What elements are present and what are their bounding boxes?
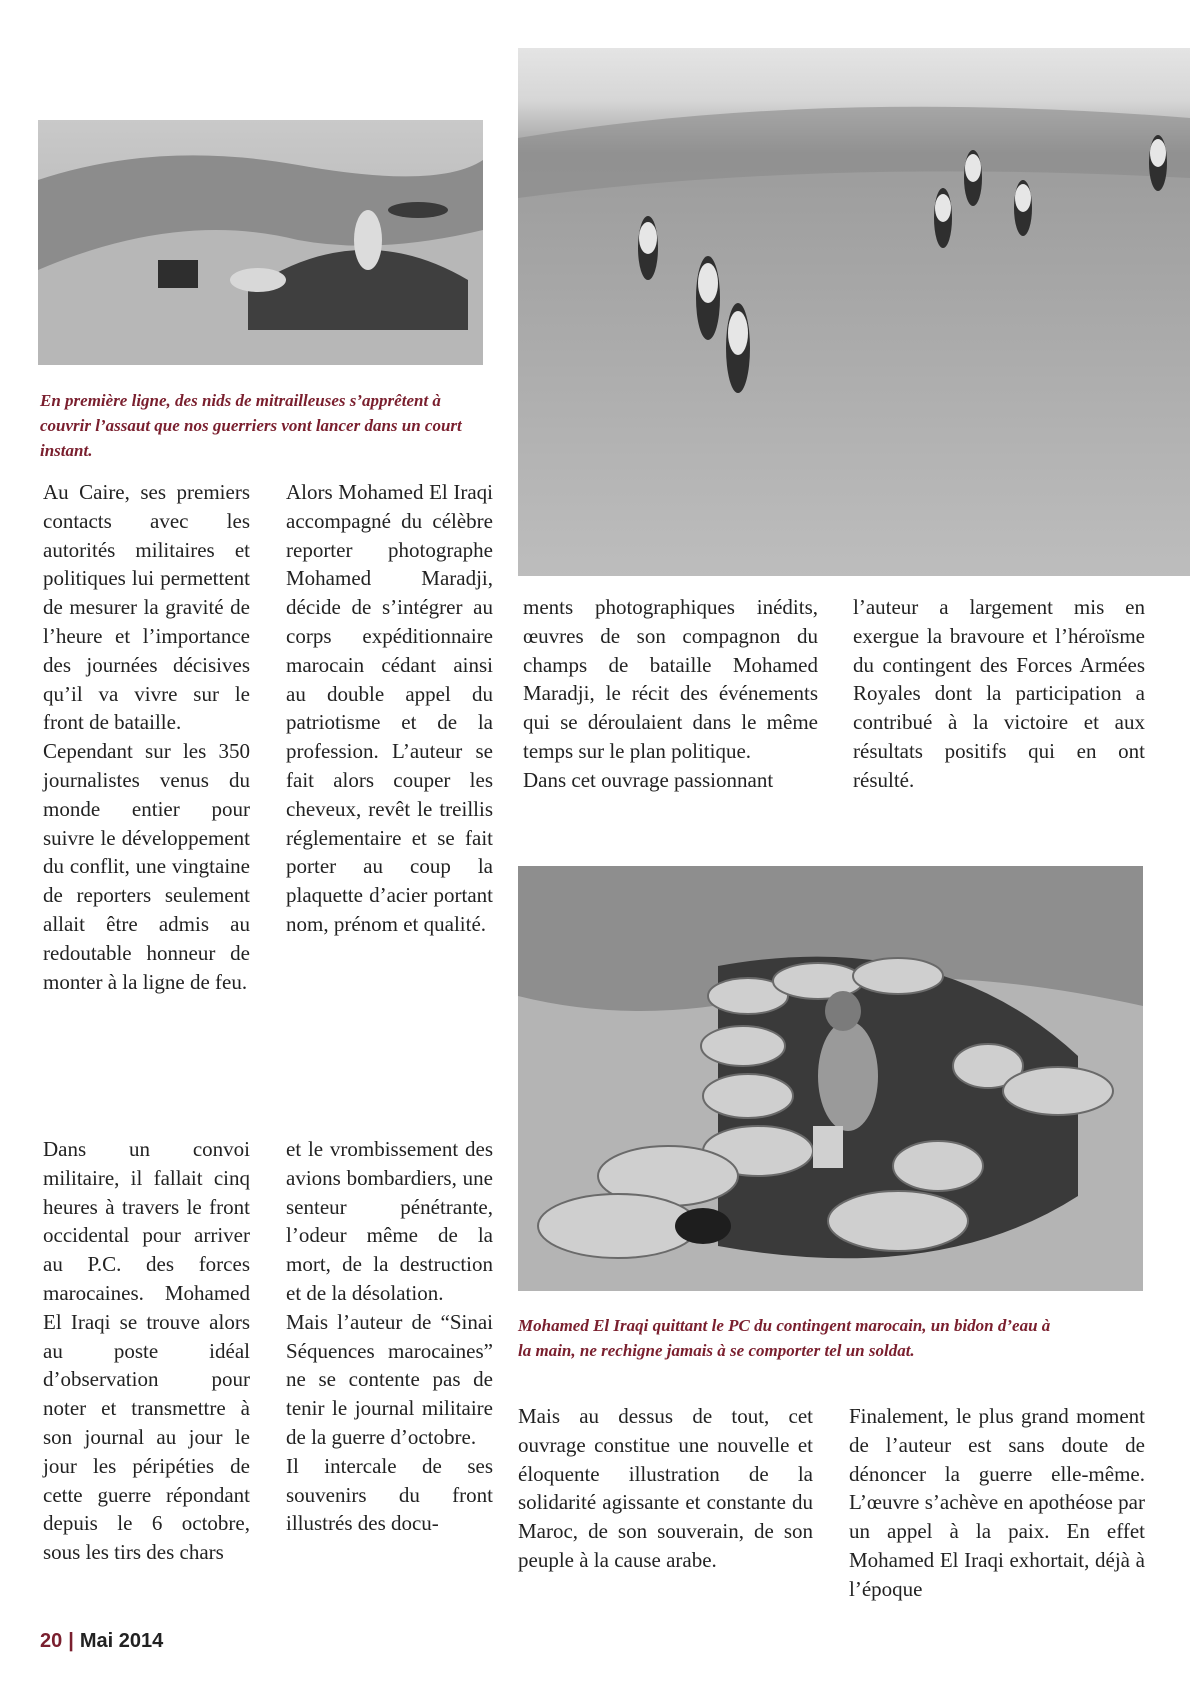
paragraph: Au Caire, ses premiers contacts avec les autorités militaires et politiques lui permettent de mesurer la gravité de l’heure et l’importance des journées décisives qu’il va vivre sur le front de bataille.: [43, 480, 250, 735]
column-middle-bottom: [286, 1135, 493, 1538]
column-right-bottom-a: [518, 1402, 813, 1575]
paragraph: Finalement, le plus grand moment de l’auteur est sans doute de dénoncer la guerre elle-même. L’œuvre s’achève en apothéose par un appel à la paix. En effet Mohamed El Iraqi exhortait, déjà à l’époque: [849, 1404, 1145, 1601]
paragraph: Mais au dessus de tout, cet ouvrage constitue une nouvelle et éloquente illustration de la solidarité agissante et constante du Maroc, de son souverain, de son peuple à la cause arabe.: [518, 1404, 813, 1572]
paragraph: Dans un convoi militaire, il fallait cinq heures à travers le front occidental pour arriver au P.C. des forces marocaines. Mohamed El Iraqi se trouve alors au poste idéal d’observation pour noter et transmettre à son journal au jour le jour les péripéties de cette guerre répondant depuis le 6 octobre, sous les tirs des chars: [43, 1137, 250, 1565]
page-number: 20: [40, 1630, 63, 1652]
paragraph: l’auteur a largement mis en exergue la bravoure et l’héroïsme du contingent des Forces Armées Royales dont la participation a contribué à la victoire et aux résultats positifs qui en ont résulté.: [853, 595, 1145, 792]
photo-caption: En première ligne, des nids de mitrailleuses s’apprêtent à couvrir l’assaut que nos guerriers vont lancer dans un court instant.: [40, 391, 462, 460]
paragraph: Dans cet ouvrage passionnant: [523, 767, 774, 792]
column-right-top-a: [523, 593, 818, 795]
paragraph: ments photographiques inédits, œuvres de son compagnon du champs de bataille Mohamed Maradji, le récit des événements qui se déroulaient dans le même temps sur le plan politique.: [523, 595, 818, 763]
column-left-top: [43, 478, 250, 996]
issue-date: Mai 2014: [79, 1630, 164, 1652]
paragraph: et le vrombissement des avions bombardiers, une senteur pénétrante, l’odeur même de la mort, de la destruction et de la désolation.: [286, 1137, 493, 1305]
photo-machine-gun-nest: [38, 120, 483, 365]
paragraph: Cependant sur les 350 journalistes venus du monde entier pour suivre le développement du conflit, une vingtaine de reporters seulement allait être admis au redoutable honneur de monter à la ligne de feu.: [43, 739, 250, 994]
photo-caption: Mohamed El Iraqi quittant le PC du contingent marocain, un bidon d’eau à la main, ne rechigne jamais à se comporter tel un soldat.: [518, 1316, 1051, 1360]
footer-separator: |: [68, 1630, 74, 1652]
page-footer: [40, 1630, 163, 1653]
photo-soldiers-advancing: [518, 48, 1190, 576]
paragraph: Mais l’auteur de “Sinai Séquences marocaines” ne se contente pas de tenir le journal militaire de la guerre d’octobre.: [286, 1309, 493, 1449]
photo-bunker-exit: [518, 866, 1143, 1291]
column-left-bottom: [43, 1135, 250, 1567]
paragraph: Il intercale de ses souvenirs du front illustrés des docu-: [286, 1453, 493, 1536]
column-right-bottom-b: [849, 1402, 1145, 1604]
paragraph: Alors Mohamed El Iraqi accompagné du célèbre reporter photographe Mohamed Maradji, décide de s’intégrer au corps expéditionnaire marocain cédant ainsi au double appel du patriotisme et de la profession. L’auteur se fait alors couper les cheveux, revêt le treillis réglementaire et se fait porter au coup la plaquette d’acier portant nom, prénom et qualité.: [286, 480, 493, 936]
column-right-top-b: [853, 593, 1145, 795]
column-middle-top: [286, 478, 493, 939]
